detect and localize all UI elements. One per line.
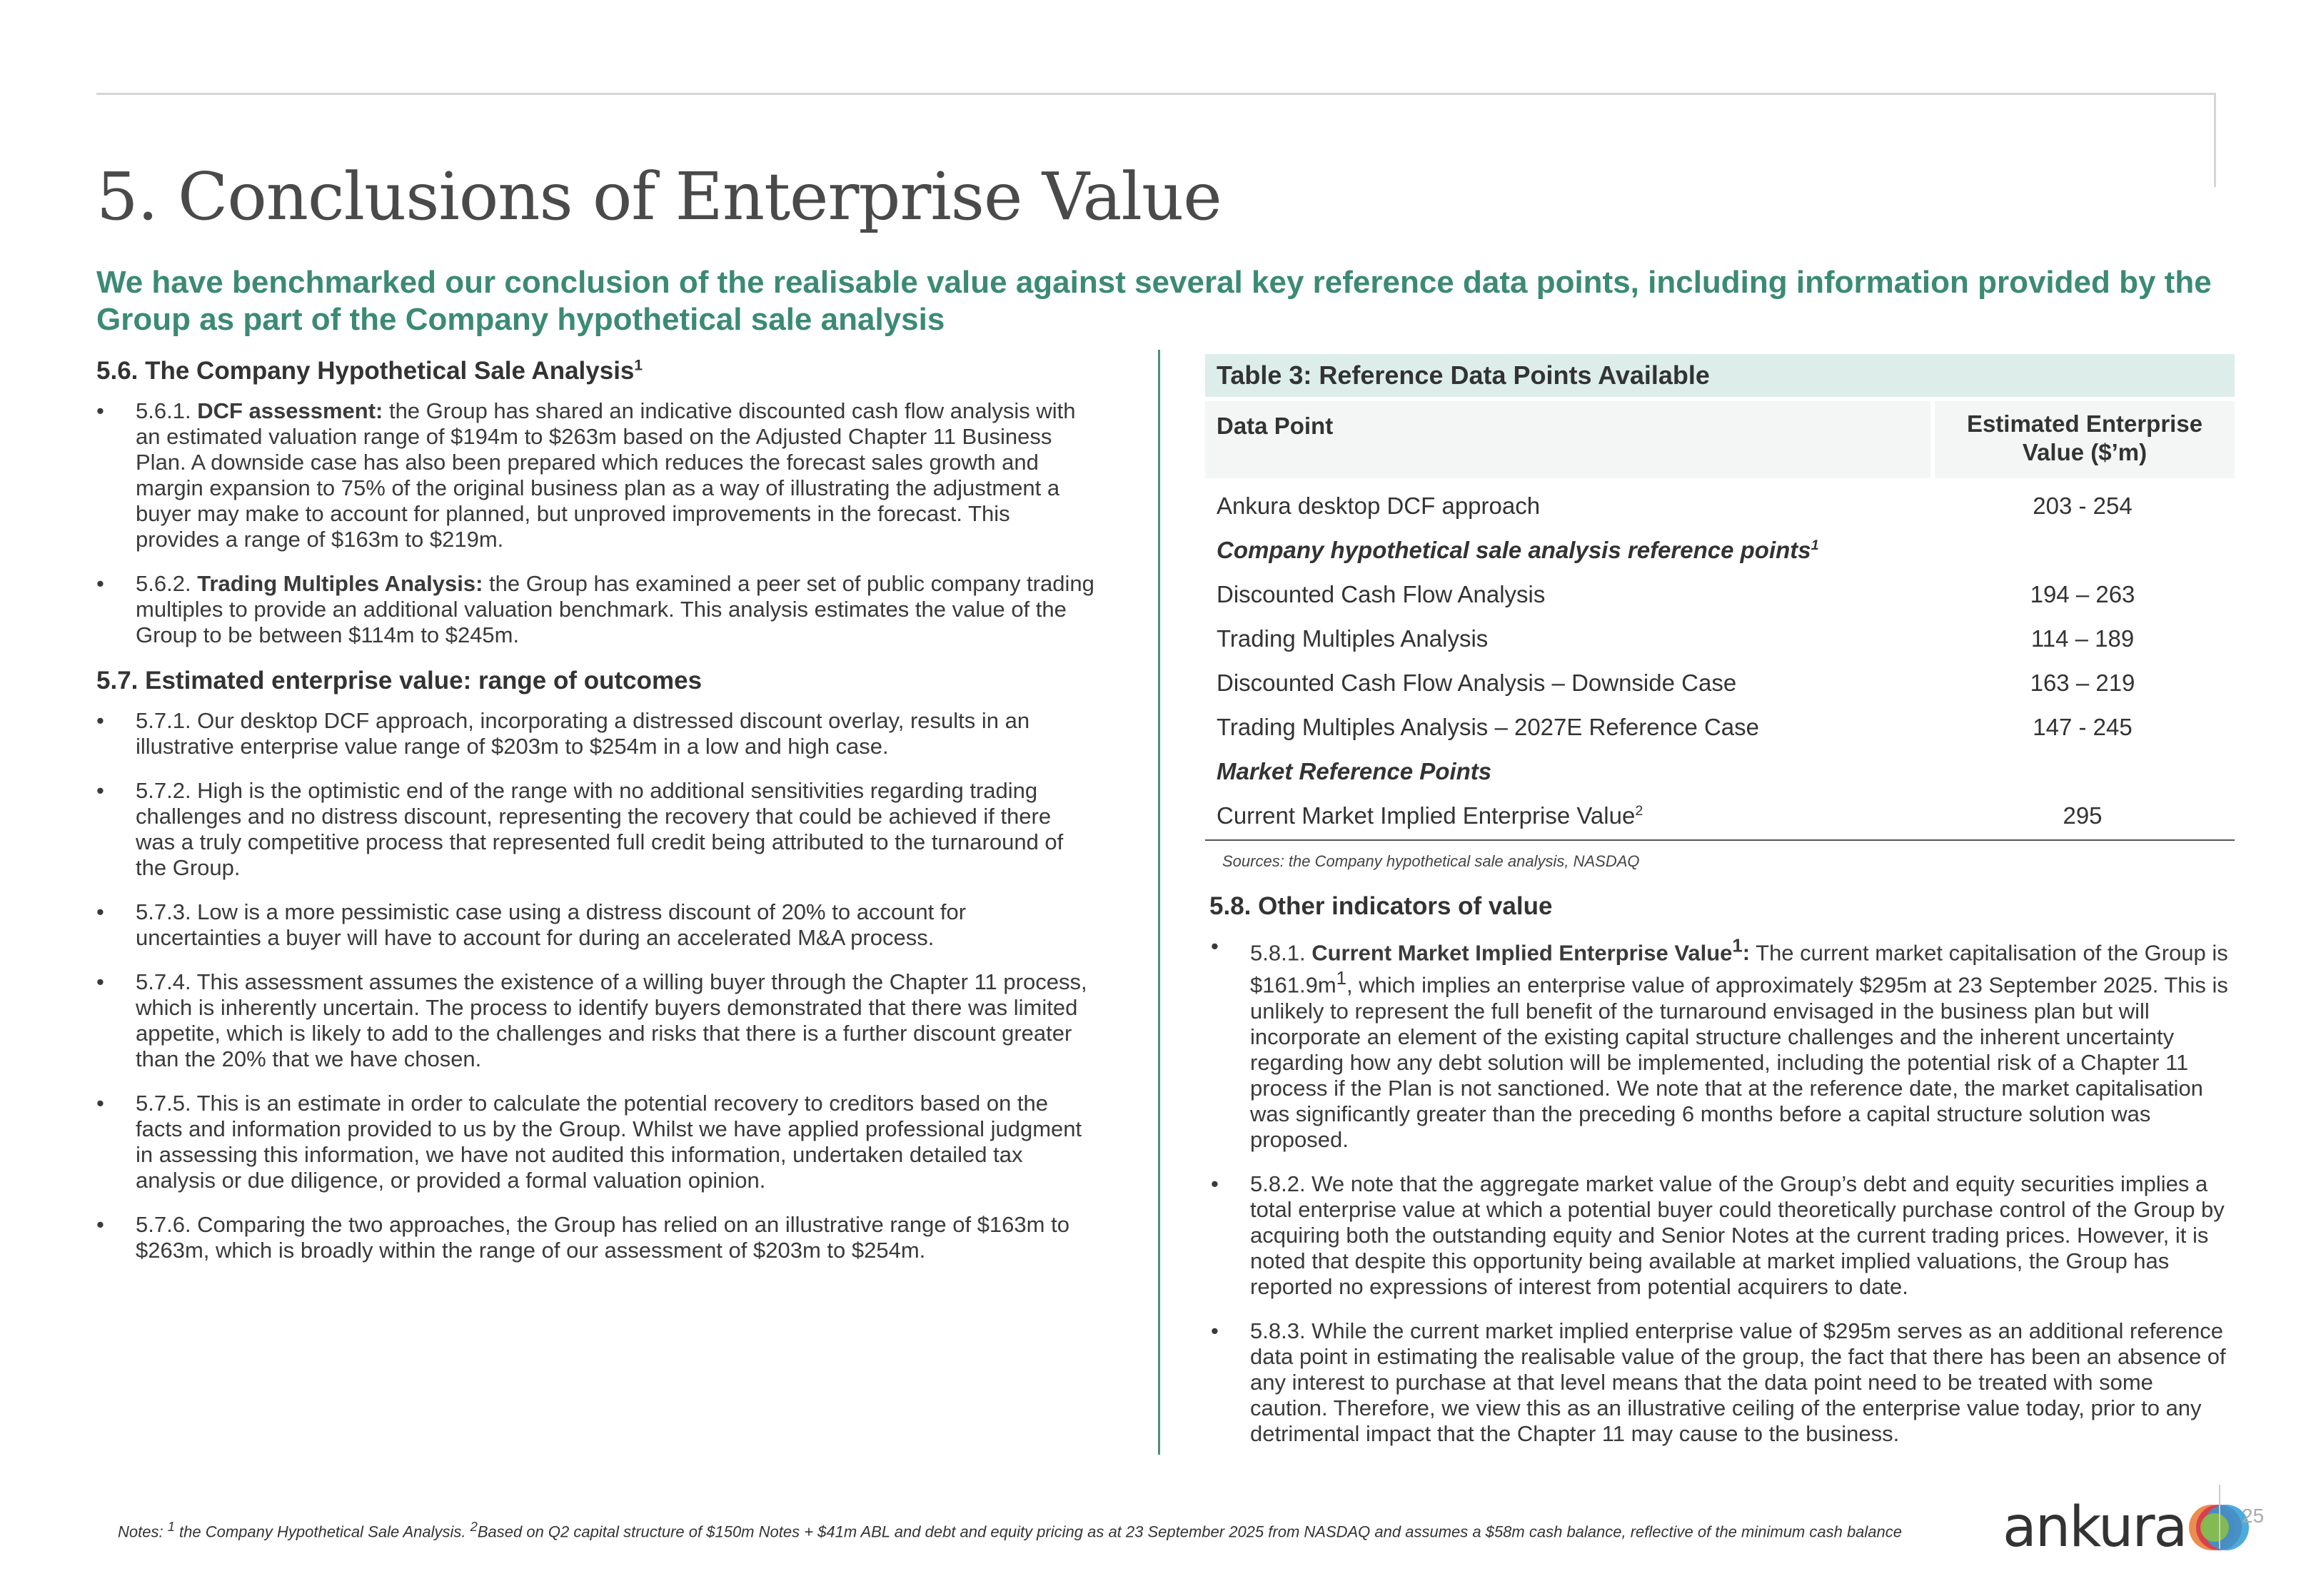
page-number: 25 (2242, 1505, 2265, 1527)
page-subtitle: We have benchmarked our conclusion of the realisable value against several key reference data points, including information provided by the Group as part of the Company hypothetical sale analysis (96, 265, 2212, 337)
top-rule-corner (2214, 93, 2216, 187)
logo-circles-icon (2189, 1505, 2246, 1550)
table-row-subheading: Market Reference Points (1217, 758, 1492, 784)
table-row-subheading: Company hypothetical sale analysis reference points$^1$ (1217, 537, 1819, 563)
list-item: • 5.8.2. We note that the aggregate market value of the Group’s debt and equity securities implies a total enterprise value at which a potential buyer could theoretically purchase control of the Group by acquiring both the outstanding equity and Senior Notes at the current trading prices. However, it is noted that despite this opportunity being available at market implied valuations, the Group has reported no expressions of interest from potential acquirers to date. (1211, 1171, 2225, 1299)
table-bottom-rule (1205, 839, 2235, 841)
list-item: • 5.7.2. High is the optimistic end of the range with no additional sensitivities regarding trading challenges and no distress discount, representing the recovery that could be achieved if there was a truly competitive process that represented full credit being attributed to the turnaround of the Group. (96, 778, 1064, 880)
list-item: • 5.6.1. DCF assessment: the Group has shared an indicative discounted cash flow analysis with an estimated valuation range of $194m to $263m based on the Adjusted Chapter 11 Business Plan. A downside case has also been prepared which reduces the forecast sales growth and margin expansion to 75% of the original business plan as a way of illustrating the adjustment a buyer may make to account for planned, but unproved improvements in the forecast. This provides a range of $163m to $219m. (96, 398, 1076, 552)
list-item: • 5.8.3. While the current market implied enterprise value of $295m serves as an additional reference data point in estimating the realisable value of the group, the fact that there has been an absence of any interest to purchase at that level means that the data point need to be treated with some caution. Therefore, we view this as an illustrative ceiling of the enterprise value today, prior to any detrimental impact that the Chapter 11 may cause to the business. (1211, 1318, 2226, 1446)
bullet-list-5-6 (96, 398, 1096, 648)
page-title: 5. Conclusions of Enterprise Value (96, 158, 1222, 235)
section-heading-5-7: 5.7. Estimated enterprise value: range of outcomes (96, 667, 703, 695)
table-row: Discounted Cash Flow Analysis 194 – 263 (1217, 581, 2135, 607)
table-sources: Sources: the Company hypothetical sale analysis, NASDAQ (1222, 852, 1640, 870)
list-item: • 5.8.1. Current Market Implied Enterprise Value$^1$: The current market capitalisation of the Group is $\$161.9m^1$, which implies an enterprise value of approximately $295m at 23 September 2025. This is unlikely to represent the full benefit of the turnaround envisaged in the business plan but will incorporate an element of the existing capital structure challenges and the inherent uncertainty regarding how any debt solution will be implemented, including the potential risk of a Chapter 11 process if the Plan is not sanctioned. We note that at the reference date, the market capitalisation was significantly greater than the preceding 6 months before a capital structure solution was proposed. (1211, 934, 2228, 1152)
bullet-list-5-8 (1205, 934, 2235, 1447)
list-item: • 5.6.2. Trading Multiples Analysis: the Group has examined a peer set of public company trading multiples to provide an additional valuation benchmark. This analysis estimates the value of the Group to be between $114m to $245m. (96, 571, 1094, 647)
list-item: • 5.7.4. This assessment assumes the existence of a willing buyer through the Chapter 11 process, which is inherently uncertain. The process to identify buyers demonstrated that there was limited appetite, which is likely to add to the challenges and risks that there is a further discount greater than the 20% that we have chosen. (96, 969, 1087, 1071)
section-heading-5-8: 5.8. Other indicators of value (1209, 892, 1553, 920)
list-item: • 5.7.6. Comparing the two approaches, the Group has relied on an illustrative range of $163m to $263m, which is broadly within the range of our assessment of $203m to $254m. (96, 1212, 1069, 1263)
list-item: • 5.7.3. Low is a more pessimistic case using a distress discount of 20% to account for uncertainties a buyer will have to account for during an accelerated M&A process. (96, 899, 967, 950)
ankura-logo (2003, 1495, 2246, 1560)
table-row: Ankura desktop DCF approach 203 - 254 (1217, 493, 2133, 519)
section-heading-5-6: 5.6. The Company Hypothetical Sale Analysis$^1$ (96, 357, 643, 385)
column-divider (1158, 350, 1160, 1455)
top-rule (96, 93, 2215, 95)
bullet-list-5-7 (96, 708, 1096, 1263)
table-col-data-point: Data Point (1205, 401, 1930, 478)
footer-divider (2219, 1485, 2220, 1549)
footer-notes: Notes: $^1$ the Company Hypothetical Sale Analysis. $^2$Based on Q2 capital structure of $150m Notes + $41m ABL and debt and equity pricing as at 23 September 2025 from NASDAQ and assumes a $58m cash balance, reflective of the minimum cash balance (118, 1519, 1903, 1541)
table-row: Trading Multiples Analysis 114 – 189 (1217, 625, 2135, 652)
right-column (1205, 354, 2235, 1465)
table-header (1205, 401, 2235, 478)
table-row: Current Market Implied Enterprise Value$^2$ 295 (1217, 802, 2103, 829)
list-item: • 5.7.5. This is an estimate in order to calculate the potential recovery to creditors based on the facts and information provided to us by the Group. Whilst we have applied professional judgment in assessing this information, we have not audited this information, undertaken detailed tax analysis or due diligence, or provided a formal valuation opinion. (96, 1091, 1082, 1193)
logo-wordmark: ankura (2003, 1495, 2187, 1560)
table-title: Table 3: Reference Data Points Available (1205, 354, 2235, 397)
table-col-enterprise-value: Estimated Enterprise Value ($’m) (1935, 401, 2235, 478)
left-column (96, 357, 1096, 1282)
list-item: • 5.7.1. Our desktop DCF approach, incorporating a distressed discount overlay, results in an illustrative enterprise value range of $203m to $254m in a low and high case. (96, 708, 1030, 759)
table-row: Discounted Cash Flow Analysis – Downside Case 163 – 219 (1217, 670, 2135, 696)
table-row: Trading Multiples Analysis – 2027E Reference Case 147 - 245 (1217, 714, 2133, 740)
